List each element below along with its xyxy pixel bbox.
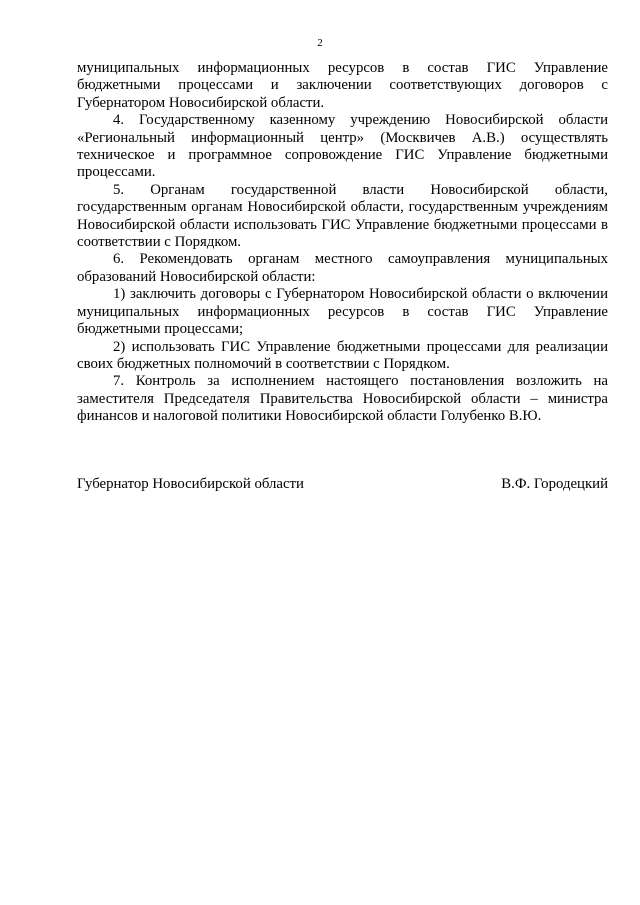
signature-name: В.Ф. Городецкий xyxy=(501,476,608,492)
paragraph-continuation: муниципальных информационных ресурсов в состав ГИС Управление бюджетными процессами и заключении соответствующих договоров с Губернатором Новосибирской области. xyxy=(77,60,608,111)
signature-block xyxy=(77,476,608,493)
paragraph-item-6: 6. Рекомендовать органам местного самоуправления муниципальных образований Новосибирской области: xyxy=(77,251,608,285)
page-number: 2 xyxy=(317,37,323,49)
paragraph-subitem-2: 2) использовать ГИС Управление бюджетными процессами для реализации своих бюджетных полномочий в соответствии с Порядком. xyxy=(77,338,608,372)
document-body xyxy=(77,60,608,426)
signature-position: Губернатор Новосибирской области xyxy=(77,476,304,492)
paragraph-item-5: 5. Органам государственной власти Новосибирской области, государственным органам Новосибирской области, государственным учреждениям Новосибирской области использовать ГИС Управление бюджетными процессами в соответствии с Порядком. xyxy=(77,181,608,251)
paragraph-subitem-1: 1) заключить договоры с Губернатором Новосибирской области о включении муниципальных информационных ресурсов в состав ГИС Управление бюджетными процессами; xyxy=(77,286,608,338)
paragraph-item-7: 7. Контроль за исполнением настоящего постановления возложить на заместителя Председателя Правительства Новосибирской области – министра финансов и налоговой политики Новосибирской области Голубенко В.Ю. xyxy=(77,373,608,425)
paragraph-item-4: 4. Государственному казенному учреждению Новосибирской области «Региональный информационный центр» (Москвичев А.В.) осуществлять техническое и программное сопровождение ГИС Управление бюджетными процессами. xyxy=(77,112,608,181)
